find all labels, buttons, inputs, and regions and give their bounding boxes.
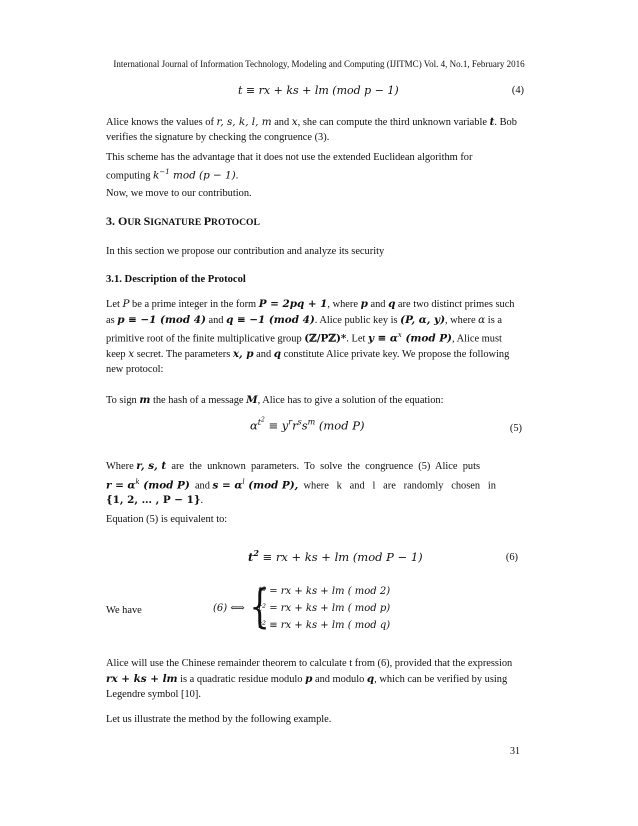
p5-math: (P, α, y) [400, 313, 445, 326]
paragraph-illustrate: Let us illustrate the method by the following example. [106, 714, 332, 725]
p1-text: Alice knows the values of [106, 117, 217, 128]
p5-line1 [106, 297, 532, 313]
system-line-1: t² = rx + ks + lm ( mod 2) [258, 586, 391, 597]
p2-math-k: k [153, 169, 160, 182]
eq5-term: (mod P) [315, 418, 365, 433]
p5-text: constitute Alice private key. We propose the following [281, 348, 510, 360]
paragraph-section-intro: In this section we propose our contribution and analyze its security [106, 246, 385, 257]
p5-math: P [122, 298, 130, 310]
p5-math-exponent: x [397, 331, 402, 339]
p5-text: , where [327, 299, 361, 310]
equation-6 [248, 548, 423, 564]
p5-math: (ℤ/Pℤ)* [304, 332, 347, 345]
section-letter: S [143, 214, 151, 228]
p2-line2 [106, 165, 532, 183]
equation-4 [238, 84, 399, 97]
eq5-exp: t [257, 417, 261, 427]
p2-math-mod: mod (p − 1) [169, 169, 236, 182]
eq5-term: y [281, 418, 289, 433]
equation-6-number: (6) [505, 552, 518, 563]
eq4-lhs: t [238, 84, 243, 97]
p5-line3 [106, 328, 532, 347]
p5-text: . Alice public key is [314, 314, 401, 326]
eq5-exp: m [307, 417, 316, 427]
p5-text: and [253, 348, 274, 360]
p5-math: x, p [232, 347, 254, 360]
eq4-rhs: rx + ks + lm (mod p − 1) [258, 84, 399, 97]
p5-math: x [128, 347, 135, 360]
p7-math: r = α [106, 478, 136, 491]
p5-line5: new protocol: [106, 364, 164, 376]
p7-text: Where [106, 461, 137, 472]
p5-text: Let [106, 299, 123, 310]
p1-line2: verifies the signature by checking the congruence (3). [106, 132, 330, 143]
p5-text: be a prime integer in the form [129, 299, 259, 310]
p5-math: p ≡ −1 (mod 4) [117, 313, 206, 326]
eq5-exp: s [297, 417, 302, 427]
p7-line2 [106, 475, 532, 494]
system-line-2: t² = rx + ks + lm ( mod p) [258, 603, 391, 614]
eq5-base: α [250, 418, 258, 433]
p5-text: primitive root of the finite multiplicative group [106, 333, 305, 345]
p6-text: the hash of a message [150, 395, 247, 406]
p2-line1: This scheme has the advantage that it does not use the extended Euclidean algorithm for [106, 152, 473, 163]
paragraph-prime-setup [106, 297, 532, 378]
p5-text: secret. The parameters [134, 348, 233, 360]
p1-math-vars: r, s, k, l, m [216, 116, 272, 128]
p2-text: . [235, 170, 239, 182]
p2-math-k-exponent: −1 [159, 168, 170, 176]
eq4-rel: ≡ [245, 84, 256, 97]
p5-math: q ≡ −1 (mod 4) [226, 313, 315, 326]
p7-math: r, s, t [136, 460, 167, 472]
p5-text: , where [444, 314, 479, 326]
p6-text: To sign [106, 395, 140, 406]
p1-text: . Bob [494, 117, 517, 128]
p1-line1 [106, 115, 532, 130]
eq5-exp: r [288, 417, 293, 427]
p9-line2 [106, 672, 532, 688]
system-lead: (6) ⟺ [213, 603, 245, 614]
p1-math-x: x [291, 116, 298, 128]
section-smallcaps: IGNATURE [150, 217, 204, 228]
p5-math: (mod P) [401, 332, 452, 345]
p5-text: keep [106, 348, 129, 360]
p5-text: and [205, 314, 227, 326]
page-number: 31 [510, 746, 520, 757]
p9-line3: Legendre symbol [10]. [106, 689, 201, 700]
p7-line3 [106, 493, 532, 509]
p9-text: , which can be verified by using [374, 673, 508, 685]
equation-4-number: (4) [511, 85, 524, 96]
p5-math: y ≡ α [367, 332, 398, 345]
journal-header: International Journal of Information Technology, Modeling and Computing (IJITMC) Vol. 4, No.1, February 2016 [113, 59, 525, 69]
paragraph-crt [106, 656, 532, 703]
equation-5 [250, 416, 364, 432]
p2-text: computing [106, 170, 154, 182]
p5-text: , Alice must [451, 333, 502, 345]
p5-math: p [360, 298, 368, 310]
p7-exp: k [135, 477, 140, 486]
p7-exp: l [242, 477, 245, 486]
paragraph-where [106, 459, 532, 509]
we-have-label: We have [106, 605, 142, 616]
p6-math: M [246, 394, 258, 406]
p5-math-form: P = 2pq + 1 [258, 298, 328, 310]
eq5-rel: ≡ [264, 418, 282, 433]
paragraph-scheme-advantage [106, 150, 532, 183]
section-letter: O [118, 214, 128, 228]
p5-text: are two distinct primes such [395, 299, 515, 310]
section-smallcaps: UR [127, 217, 144, 228]
section-number: 3. [106, 214, 118, 228]
p5-text: and [367, 299, 389, 310]
p9-math: rx + ks + lm [106, 672, 178, 685]
p7-text: where k and l are randomly chosen in [298, 479, 496, 491]
eq5-term: r [292, 418, 298, 433]
p6-text: , Alice has to give a solution of the equation: [257, 395, 444, 406]
p5-text: as [106, 314, 118, 326]
p5-math: q [273, 347, 282, 360]
eq6-lhs: t [248, 549, 254, 564]
p5-math: α [478, 313, 486, 326]
p7-text: and [189, 479, 213, 491]
p9-text: and modulo [312, 673, 367, 685]
p7-math: s = α [212, 478, 243, 491]
p5-text: is a [485, 314, 502, 326]
p9-math: p [305, 672, 313, 685]
p7-line1 [106, 459, 532, 475]
p7-text: are the unknown parameters. To solve the congruence (5) Alice puts [166, 461, 481, 472]
eq5-term: s [301, 418, 308, 433]
p1-math-t: t [489, 116, 495, 128]
eq5-exp-exp: 2 [261, 416, 265, 423]
p1-text: and [271, 117, 292, 128]
section-title [106, 214, 260, 229]
p9-math: q [366, 672, 375, 685]
system-line-3: t² ≡ rx + ks + lm ( mod q) [258, 620, 391, 631]
p7-math: (mod P) [139, 478, 190, 491]
p7-math: (mod P), [244, 478, 299, 491]
paragraph-move-on: Now, we move to our contribution. [106, 188, 252, 199]
section-smallcaps: ROTOCOL [211, 217, 260, 228]
p7-math-set: {1, 2, … , P − 1} [106, 494, 201, 507]
paragraph-alice-knows [106, 115, 532, 145]
subsection-title: 3.1. Description of the Protocol [106, 274, 246, 285]
paragraph-to-sign [106, 393, 532, 408]
equation-5-number: (5) [509, 423, 522, 434]
p5-line4 [106, 347, 532, 363]
p5-text: . Let [346, 333, 368, 345]
eq6-rhs: ≡ rx + ks + lm (mod P − 1) [258, 549, 423, 564]
p5-math: q [388, 298, 396, 310]
section-letter: P [203, 214, 212, 228]
paragraph-equivalent: Equation (5) is equivalent to: [106, 514, 228, 525]
system-brace: { [249, 579, 270, 633]
p6-math: m [139, 394, 151, 406]
p7-text: . [200, 495, 204, 507]
p5-line2 [106, 313, 532, 329]
p9-line1: Alice will use the Chinese remainder theorem to calculate t from (6), provided that the expression [106, 658, 513, 669]
eq6-lhs-exp: 2 [253, 548, 259, 558]
p9-text: is a quadratic residue modulo [177, 673, 306, 685]
p1-text: , she can compute the third unknown variable [297, 117, 490, 128]
